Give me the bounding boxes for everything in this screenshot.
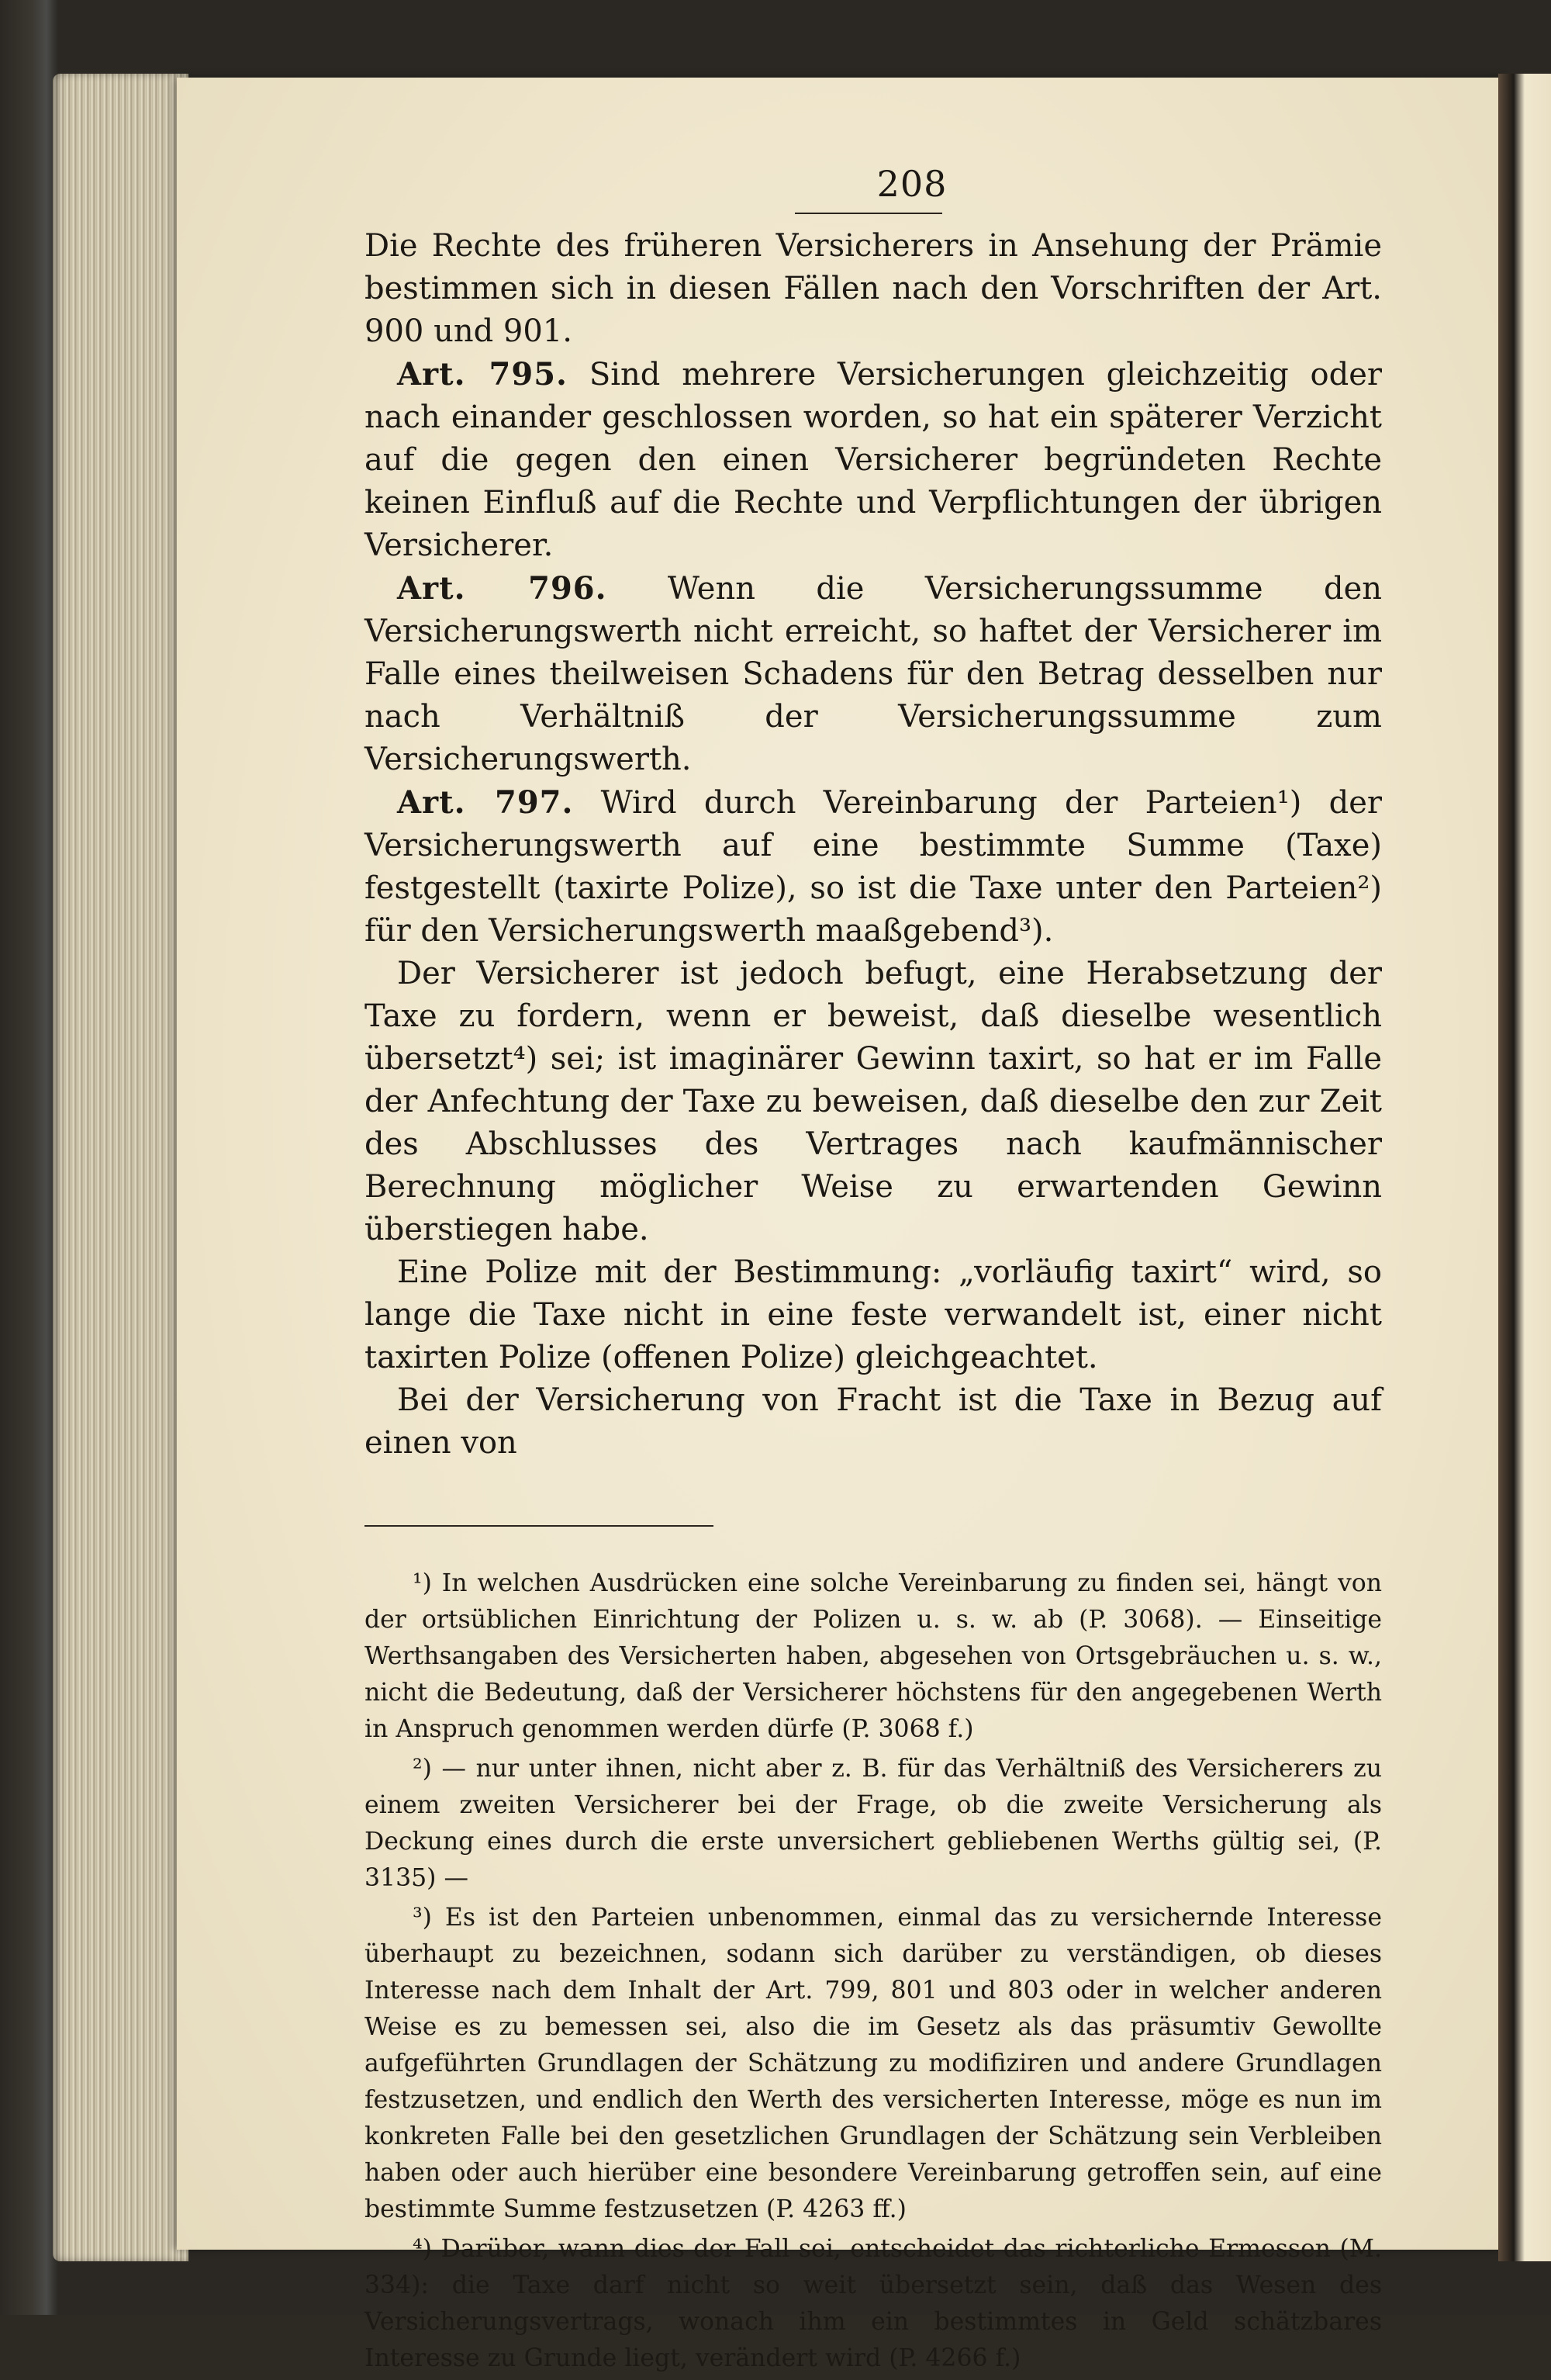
paragraph-text: Wenn die Versicherungssumme den Versicherungswerth nicht erreicht, so haftet der Versicherer im Falle eines theilweisen Schadens für den Betrag desselben nur nach Verhältniß der Versicherungssumme zum Versicherungswerth.	[364, 571, 1382, 777]
footnote-text: Darüber, wann dies der Fall sei, entscheidet das richterliche Ermessen (M. 334): die Taxe darf nicht so weit übersetzt sein, daß das Wesen des Versicherungsvertrags, wonach ihm ein bestimmtes in Geld schätzbares Interesse zu Grunde liegt, verändert wird (P. 4266 f.)	[364, 2235, 1383, 2372]
footnotes	[364, 1565, 1382, 2377]
footnote-mark: ³)	[413, 1904, 432, 1932]
footnote-text: — nur unter ihnen, nicht aber z. B. für das Verhältniß des Versicherers zu einem zweiten Versicherer bei der Frage, ob die zweite Versicherung als Deckung eines durch die erste unversichert gebliebenen Werths gültig sei, (P. 3135) —	[364, 1755, 1382, 1892]
footnote	[364, 1751, 1382, 1897]
paragraph	[364, 1379, 1382, 1465]
footnote-mark: ²)	[413, 1755, 432, 1783]
paragraph-text: Der Versicherer ist jedoch befugt, eine Herabsetzung der Taxe zu fordern, wenn er beweist, daß dieselbe wesentlich übersetzt⁴) sei; ist imaginärer Gewinn taxirt, so hat er im Falle der Anfechtung der Taxe zu beweisen, daß dieselbe den zur Zeit des Abschlusses des Vertrages nach kaufmännischer Berechnung möglicher Weise zu erwartenden Gewinn überstiegen habe.	[364, 956, 1382, 1247]
paragraph	[364, 225, 1382, 353]
main-text	[364, 225, 1382, 1465]
footnote-text: In welchen Ausdrücken eine solche Vereinbarung zu finden sei, hängt von der ortsüblichen Einrichtung der Polizen u. s. w. ab (P. 3068). — Einseitige Werthsangaben des Versicherten haben, abgesehen von Ortsgebräuchen u. s. w., nicht die Bedeutung, daß der Versicherer höchstens für den angegebenen Werth in Anspruch genommen werden dürfe (P. 3068 f.)	[364, 1569, 1382, 1743]
page-number: 208	[876, 163, 948, 205]
footnote	[364, 2231, 1382, 2377]
article-number: Art. 796.	[397, 570, 607, 607]
paragraph	[364, 1251, 1382, 1379]
article-paragraph	[364, 781, 1382, 953]
article-paragraph	[364, 567, 1382, 781]
paragraph-text: Bei der Versicherung von Fracht ist die Taxe in Bezug auf einen von	[364, 1382, 1382, 1461]
paragraph	[364, 953, 1382, 1251]
footnote-mark: ⁴)	[413, 2235, 432, 2263]
footnote	[364, 1900, 1382, 2228]
paragraph-text: Wird durch Vereinbarung der Parteien¹) der Versicherungswerth auf eine bestimmte Summe (Taxe) festgestellt (taxirte Polize), so ist die Taxe unter den Parteien²) für den Versicherungswerth maaßgebend³).	[364, 785, 1382, 949]
article-number: Art. 797.	[397, 784, 574, 821]
article-paragraph	[364, 353, 1382, 567]
footnote-separator	[364, 1525, 713, 1527]
footnote-mark: ¹)	[413, 1569, 432, 1597]
footnote-text: Es ist den Parteien unbenommen, einmal das zu versichernde Interesse überhaupt zu bezeichnen, sodann sich darüber zu verständigen, ob dieses Interesse nach dem Inhalt der Art. 799, 801 und 803 oder in welcher anderen Weise es zu bemessen sei, also die im Gesetz als das präsumtiv Gewollte aufgeführten Grundlagen der Schätzung zu modifiziren und andere Grundlagen festzusetzen, und endlich den Werth des versicherten Interesse, möge es nun im konkreten Falle bei den gesetzlichen Grundlagen der Schätzung sein Verbleiben haben oder auch hierüber eine besondere Vereinbarung getroffen sein, auf eine bestimmte Summe festzusetzen (P. 4263 ff.)	[364, 1904, 1382, 2223]
footnote	[364, 1565, 1382, 1748]
book-fore-edge	[53, 74, 188, 2261]
page-number-rule	[795, 213, 942, 214]
paragraph-text: Eine Polize mit der Bestimmung: „vorläufig taxirt“ wird, so lange die Taxe nicht in eine feste verwandelt ist, einer nicht taxirten Polize (offenen Polize) gleichgeachtet.	[364, 1254, 1382, 1375]
paragraph-text: Die Rechte des früheren Versicherers in Ansehung der Prämie bestimmen sich in diesen Fällen nach den Vorschriften der Art. 900 und 901.	[364, 228, 1382, 349]
page-content	[364, 163, 1382, 2380]
article-number: Art. 795.	[397, 356, 568, 393]
book-gutter	[1498, 74, 1551, 2261]
paragraph-text: Sind mehrere Versicherungen gleichzeitig oder nach einander geschlossen worden, so hat ein späterer Verzicht auf die gegen den einen Versicherer begründeten Rechte keinen Einfluß auf die Rechte und Verpflichtungen der übrigen Versicherer.	[364, 357, 1382, 563]
